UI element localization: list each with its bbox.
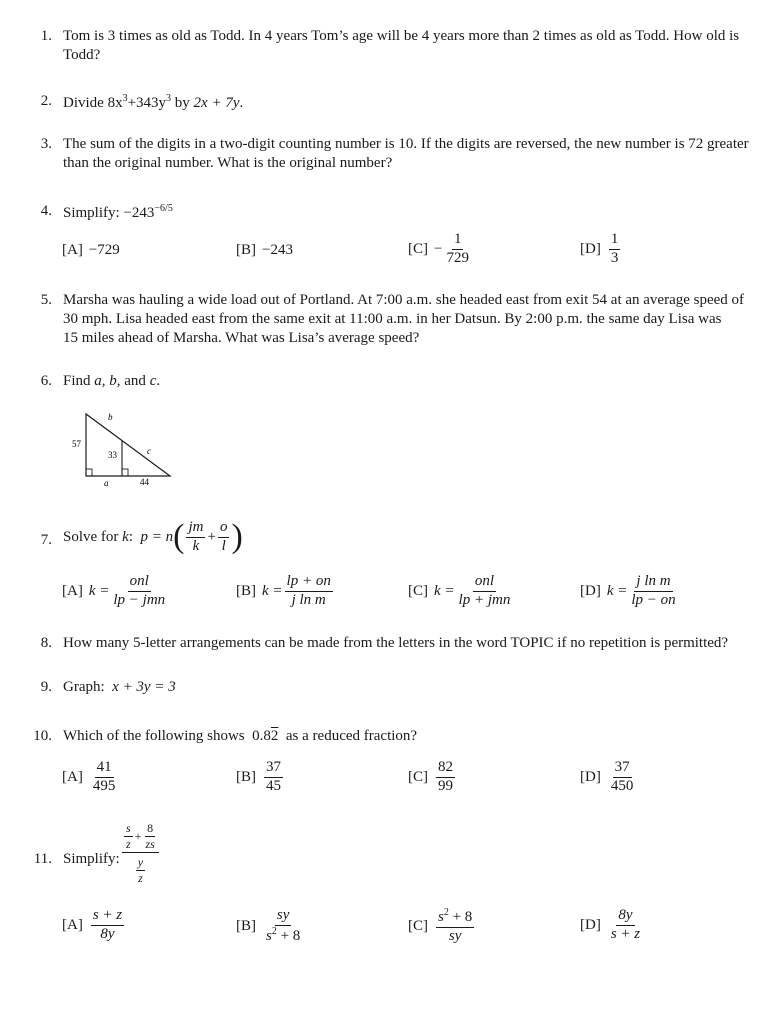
q6-number: 6. — [40, 373, 52, 389]
q4-option-b[interactable]: [B] −243 — [236, 242, 293, 258]
q11-option-d[interactable]: [D] $\frac{8y}{s + z}$ — [580, 907, 641, 942]
q1-number: 1. — [40, 28, 52, 44]
q9-equation: x + 3y = 3 — [112, 679, 176, 695]
q5-line1: Marsha was hauling a wide load out of Portland. At 7:00 a.m. she headed east from exit 54 at an average speed of — [63, 292, 745, 308]
q7-option-c[interactable]: [C] k = $\frac{\text{onl}}{\text{lp + jmn}}$ — [408, 573, 511, 608]
q3-line2: than the original number. What is the original number? — [63, 155, 393, 171]
q5-number: 5. — [40, 292, 52, 308]
q10-option-a[interactable]: [A] $\frac{41}{495}$ — [62, 759, 116, 794]
q10-repeating-decimal: 0.82 — [252, 728, 279, 744]
q11-option-c[interactable]: [C] $\frac{s^2 + 8}{sy}$ — [408, 907, 473, 944]
q3-number: 3. — [40, 136, 52, 152]
q8-text: How many 5-letter arrangements can be made from the letters in the word TOPIC if no repetition is permitted? — [63, 635, 729, 651]
label-44: 44 — [140, 477, 149, 487]
q4-text: Simplify: $-243^{-6/5}$ — [63, 203, 173, 221]
q9-text: Graph: x + 3y = 3 — [63, 679, 176, 695]
q7-option-d[interactable]: [D] k = $\frac{\text{j ln m}}{lp - on}$ — [580, 573, 676, 608]
q9-number: 9. — [40, 679, 52, 695]
q10-option-b[interactable]: [B] $\frac{37}{45}$ — [236, 759, 281, 794]
q4-base: −243 — [123, 205, 155, 221]
q8-number: 8. — [40, 635, 52, 651]
q2-term2: $+343y^3$ — [127, 93, 172, 111]
q11-number: 11. — [33, 851, 52, 867]
q11-complex-fraction: $\frac{s}{z}$ + $\frac{8}{zs}$ $\frac{y}{z}$ — [122, 822, 159, 884]
q1-line2: Todd? — [63, 47, 101, 63]
q7-lhs: p = n — [140, 528, 174, 545]
q7-text: Solve for k : p = n ( $\frac{jm}{k}$ + $\frac{o}{l}$ ) — [63, 518, 243, 556]
label-33: 33 — [108, 450, 117, 460]
q4-option-a[interactable]: [A] −729 — [62, 242, 120, 258]
label-c: c — [147, 446, 151, 456]
q2-divisor: 2x + 7y — [193, 95, 240, 111]
q6-text: Find a, b, and c. — [63, 373, 161, 389]
label-a: a — [104, 478, 109, 488]
label-57: 57 — [72, 439, 81, 449]
q11-option-a[interactable]: [A] $\frac{s + z}{8y}$ — [62, 907, 123, 942]
triangle-diagram — [68, 408, 180, 488]
q1-line1: Tom is 3 times as old as Todd. In 4 years Tom’s age will be 4 years more than 2 times as old as Todd. How old is — [63, 28, 740, 44]
q2-term1: $8x^3$ — [107, 93, 128, 111]
q5-line2: 30 mph. Lisa headed east from the same exit at 11:00 a.m. in her Datsun. By 2:00 p.m. the same day Lisa was — [63, 311, 722, 327]
q2-text: Divide $8x^3+343y^3$ by 2x + 7y. — [63, 93, 244, 111]
q4-exponent: −6/5 — [154, 203, 173, 214]
q4-option-c[interactable]: [C] − $\frac{1}{729}$ — [408, 231, 469, 266]
q2-prefix: Divide — [63, 95, 104, 111]
q4-option-d[interactable]: [D] $\frac{1}{3}$ — [580, 231, 619, 266]
q11-option-b[interactable]: [B] $\frac{sy}{s^2 + 8}$ — [236, 907, 301, 944]
q5-line3: 15 miles ahead of Marsha. What was Lisa’s average speed? — [63, 330, 420, 346]
q10-text: Which of the following shows 0.82 as a reduced fraction? — [63, 728, 418, 744]
q2-number: 2. — [40, 93, 52, 109]
label-b: b — [108, 412, 113, 422]
q7-option-b[interactable]: [B] k = $\frac{lp + on}{\text{j ln m}}$ — [236, 573, 331, 608]
q7-option-a[interactable]: [A] k = $\frac{\text{onl}}{\text{lp − jmn}}$ — [62, 573, 166, 608]
q10-option-c[interactable]: [C] $\frac{82}{99}$ — [408, 759, 453, 794]
q11-prefix: Simplify: — [63, 851, 120, 867]
q10-number: 10. — [33, 728, 52, 744]
q4-number: 4. — [40, 203, 52, 219]
q3-line1: The sum of the digits in a two-digit counting number is 10. If the digits are reversed, the new number is 72 greater — [63, 136, 749, 152]
q10-option-d[interactable]: [D] $\frac{37}{450}$ — [580, 759, 634, 794]
q2-by: by — [174, 95, 190, 111]
q7-number: 7. — [40, 532, 52, 548]
